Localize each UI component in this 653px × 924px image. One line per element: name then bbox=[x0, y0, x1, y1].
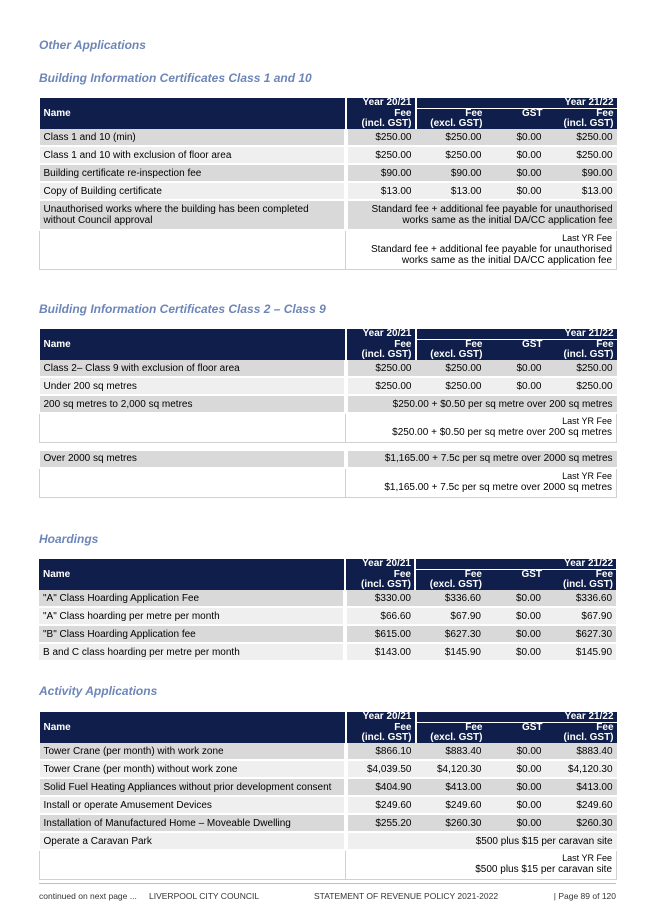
table-row bbox=[40, 796, 617, 814]
fee-excl: $883.40 bbox=[416, 743, 486, 760]
gst: $0.00 bbox=[486, 146, 546, 164]
fee-incl: $250.00 bbox=[546, 129, 617, 146]
column-header-gst: GST bbox=[486, 340, 546, 361]
row-name: Install or operate Amusement Devices bbox=[40, 796, 346, 814]
column-header-fee: Fee bbox=[546, 723, 617, 734]
row-name: Under 200 sq metres bbox=[40, 377, 346, 395]
gst: $0.00 bbox=[486, 129, 546, 146]
table-row bbox=[40, 743, 617, 760]
table-row bbox=[40, 778, 617, 796]
table-row bbox=[39, 643, 616, 661]
fee-excl: $250.00 bbox=[416, 129, 486, 146]
fee-incl: $883.40 bbox=[546, 743, 617, 760]
footer-council: LIVERPOOL CITY COUNCIL bbox=[149, 891, 260, 901]
row-name: B and C class hoarding per metre per month bbox=[39, 643, 345, 661]
last-year-spacer bbox=[40, 413, 346, 443]
table-row bbox=[40, 814, 617, 832]
row-name: Over 2000 sq metres bbox=[40, 451, 346, 468]
fee-prev: $250.00 bbox=[346, 377, 416, 395]
column-header-incl-gst: (incl. GST) bbox=[545, 580, 616, 590]
fee-incl: $4,120.30 bbox=[546, 760, 617, 778]
row-name: Unauthorised works where the building has been completed without Council approval bbox=[40, 200, 346, 230]
fee-incl: $67.90 bbox=[545, 607, 616, 625]
row-name: Building certificate re-inspection fee bbox=[40, 164, 346, 182]
table-row bbox=[40, 451, 617, 468]
row-name: "B" Class Hoarding Application fee bbox=[39, 625, 345, 643]
gst: $0.00 bbox=[486, 164, 546, 182]
table-row bbox=[40, 129, 617, 146]
column-header-year-2122: Year 21/22 bbox=[416, 98, 617, 109]
fee-excl: $67.90 bbox=[415, 607, 485, 625]
fee-excl: $250.00 bbox=[416, 377, 486, 395]
gst: $0.00 bbox=[486, 182, 546, 200]
column-header-fee: Fee bbox=[416, 723, 486, 734]
column-header-fee: Fee bbox=[546, 109, 617, 120]
fee-excl: $413.00 bbox=[416, 778, 486, 796]
gst: $0.00 bbox=[486, 377, 546, 395]
gst: $0.00 bbox=[486, 778, 546, 796]
fee-excl: $13.00 bbox=[416, 182, 486, 200]
last-year-label: Last YR Fee bbox=[562, 470, 613, 481]
row-name: Copy of Building certificate bbox=[40, 182, 346, 200]
fee-description: $500 plus $15 per caravan site bbox=[346, 832, 617, 850]
last-year-cell bbox=[346, 850, 617, 880]
table-row bbox=[40, 182, 617, 200]
fee-prev: $66.60 bbox=[345, 607, 415, 625]
fee-excl: $250.00 bbox=[416, 146, 486, 164]
last-year-cell bbox=[346, 230, 617, 270]
fee-excl: $90.00 bbox=[416, 164, 486, 182]
fee-incl: $627.30 bbox=[545, 625, 616, 643]
fee-excl: $249.60 bbox=[416, 796, 486, 814]
row-name: Class 1 and 10 with exclusion of floor area bbox=[40, 146, 346, 164]
fee-incl: $13.00 bbox=[546, 182, 617, 200]
fee-description: $250.00 + $0.50 per sq metre over 200 sq metres bbox=[346, 395, 617, 413]
fee-prev: $143.00 bbox=[345, 643, 415, 661]
gst: $0.00 bbox=[485, 643, 545, 661]
fee-table-hoardings bbox=[39, 559, 616, 662]
last-year-cell bbox=[346, 468, 617, 498]
column-header-fee: Fee bbox=[346, 109, 416, 120]
table-row bbox=[40, 360, 617, 377]
column-header-year-2021: Year 20/21 bbox=[346, 329, 416, 340]
fee-prev: $255.20 bbox=[346, 814, 416, 832]
fee-incl: $250.00 bbox=[546, 146, 617, 164]
table-row bbox=[39, 625, 616, 643]
table-row bbox=[39, 607, 616, 625]
column-header-year-2021: Year 20/21 bbox=[345, 559, 415, 570]
fee-table-bic-class-2-9 bbox=[39, 329, 617, 498]
fee-incl: $250.00 bbox=[546, 377, 617, 395]
row-name: "A" Class hoarding per metre per month bbox=[39, 607, 345, 625]
row-name: Class 2– Class 9 with exclusion of floor area bbox=[40, 360, 346, 377]
fee-table-bic-class-1-10 bbox=[39, 98, 617, 270]
gst: $0.00 bbox=[486, 360, 546, 377]
fee-excl: $145.90 bbox=[415, 643, 485, 661]
last-year-spacer bbox=[40, 850, 346, 880]
column-header-year-2122: Year 21/22 bbox=[416, 712, 617, 723]
fee-excl: $4,120.30 bbox=[416, 760, 486, 778]
last-year-row bbox=[40, 850, 617, 880]
fee-excl: $627.30 bbox=[415, 625, 485, 643]
column-header-fee: Fee bbox=[545, 570, 616, 581]
column-header-incl-gst: (incl. GST) bbox=[346, 119, 416, 129]
last-year-fee: $1,165.00 + 7.5c per sq metre over 2000 sq metres bbox=[384, 481, 613, 493]
column-header-year-2021: Year 20/21 bbox=[346, 712, 416, 723]
gst: $0.00 bbox=[485, 625, 545, 643]
table-row bbox=[40, 200, 617, 230]
footer-continued: continued on next page ... bbox=[39, 891, 137, 901]
table-row bbox=[40, 760, 617, 778]
table-row bbox=[40, 395, 617, 413]
column-header-incl-gst: (incl. GST) bbox=[345, 580, 415, 590]
column-header-excl-gst: (excl. GST) bbox=[416, 733, 486, 743]
last-year-fee: Standard fee + additional fee payable for unauthorised works same as the initial DA/CC application fee bbox=[371, 244, 613, 266]
column-header-name: Name bbox=[40, 98, 346, 129]
column-header-name: Name bbox=[40, 329, 346, 360]
column-header-incl-gst: (incl. GST) bbox=[546, 119, 617, 129]
row-name: Tower Crane (per month) without work zone bbox=[40, 760, 346, 778]
fee-prev: $330.00 bbox=[345, 590, 415, 607]
last-year-row bbox=[40, 468, 617, 498]
section-title-bic-class-1-10: Building Information Certificates Class 1 and 10 bbox=[39, 71, 312, 85]
column-header-fee: Fee bbox=[345, 570, 415, 581]
column-header-fee: Fee bbox=[415, 570, 485, 581]
fee-prev: $249.60 bbox=[346, 796, 416, 814]
column-header-fee: Fee bbox=[546, 340, 617, 351]
column-header-fee: Fee bbox=[346, 340, 416, 351]
gst: $0.00 bbox=[486, 760, 546, 778]
column-header-incl-gst: (incl. GST) bbox=[546, 733, 617, 743]
last-year-spacer bbox=[40, 230, 346, 270]
column-header-gst: GST bbox=[485, 570, 545, 591]
column-header-year-2021: Year 20/21 bbox=[346, 98, 416, 109]
fee-incl: $249.60 bbox=[546, 796, 617, 814]
row-name: 200 sq metres to 2,000 sq metres bbox=[40, 395, 346, 413]
row-name: Solid Fuel Heating Appliances without prior development consent bbox=[40, 778, 346, 796]
fee-prev: $404.90 bbox=[346, 778, 416, 796]
column-header-fee: Fee bbox=[416, 109, 486, 120]
column-header-excl-gst: (excl. GST) bbox=[415, 580, 485, 590]
section-title-other-applications: Other Applications bbox=[39, 38, 146, 52]
row-name: Tower Crane (per month) with work zone bbox=[40, 743, 346, 760]
column-header-incl-gst: (incl. GST) bbox=[546, 350, 617, 360]
gst: $0.00 bbox=[486, 814, 546, 832]
fee-prev: $250.00 bbox=[346, 146, 416, 164]
fee-prev: $250.00 bbox=[346, 129, 416, 146]
fee-excl: $250.00 bbox=[416, 360, 486, 377]
row-name: "A" Class Hoarding Application Fee bbox=[39, 590, 345, 607]
column-header-name: Name bbox=[40, 712, 346, 743]
row-name: Installation of Manufactured Home – Moveable Dwelling bbox=[40, 814, 346, 832]
last-year-fee: $500 plus $15 per caravan site bbox=[475, 864, 613, 875]
column-header-excl-gst: (excl. GST) bbox=[416, 350, 486, 360]
table-row bbox=[40, 832, 617, 850]
fee-description: Standard fee + additional fee payable for unauthorised works same as the initial DA/CC application fee bbox=[346, 200, 617, 230]
last-year-label: Last YR Fee bbox=[562, 416, 613, 426]
last-year-row bbox=[40, 413, 617, 443]
gst: $0.00 bbox=[486, 743, 546, 760]
footer-divider bbox=[39, 883, 616, 884]
fee-incl: $250.00 bbox=[546, 360, 617, 377]
footer-page-number: | Page 89 of 120 bbox=[553, 891, 616, 901]
fee-prev: $90.00 bbox=[346, 164, 416, 182]
last-year-label: Last YR Fee bbox=[562, 853, 613, 863]
column-header-incl-gst: (incl. GST) bbox=[346, 350, 416, 360]
column-header-gst: GST bbox=[486, 109, 546, 130]
gst: $0.00 bbox=[486, 796, 546, 814]
fee-prev: $13.00 bbox=[346, 182, 416, 200]
fee-excl: $336.60 bbox=[415, 590, 485, 607]
section-title-hoardings: Hoardings bbox=[39, 532, 99, 546]
fee-incl: $260.30 bbox=[546, 814, 617, 832]
column-header-fee: Fee bbox=[346, 723, 416, 734]
column-header-name: Name bbox=[39, 559, 345, 590]
fee-prev: $866.10 bbox=[346, 743, 416, 760]
row-name: Class 1 and 10 (min) bbox=[40, 129, 346, 146]
column-header-excl-gst: (excl. GST) bbox=[416, 119, 486, 129]
fee-prev: $4,039.50 bbox=[346, 760, 416, 778]
column-header-gst: GST bbox=[486, 723, 546, 744]
section-title-activity-applications: Activity Applications bbox=[39, 684, 158, 698]
fee-table-activity-applications bbox=[39, 712, 617, 880]
table-row bbox=[40, 164, 617, 182]
footer-statement: STATEMENT OF REVENUE POLICY 2021-2022 bbox=[314, 891, 499, 901]
column-header-year-2122: Year 21/22 bbox=[416, 329, 617, 340]
last-year-spacer bbox=[40, 468, 346, 498]
column-header-incl-gst: (incl. GST) bbox=[346, 733, 416, 743]
last-year-label: Last YR Fee bbox=[562, 233, 613, 243]
last-year-row bbox=[40, 230, 617, 270]
table-row bbox=[39, 590, 616, 607]
gst: $0.00 bbox=[485, 590, 545, 607]
fee-incl: $145.90 bbox=[545, 643, 616, 661]
fee-excl: $260.30 bbox=[416, 814, 486, 832]
fee-incl: $90.00 bbox=[546, 164, 617, 182]
gst: $0.00 bbox=[485, 607, 545, 625]
fee-prev: $250.00 bbox=[346, 360, 416, 377]
column-header-year-2122: Year 21/22 bbox=[415, 559, 616, 570]
fee-prev: $615.00 bbox=[345, 625, 415, 643]
fee-description: $1,165.00 + 7.5c per sq metre over 2000 sq metres bbox=[346, 451, 617, 468]
last-year-fee: $250.00 + $0.50 per sq metre over 200 sq metres bbox=[392, 427, 613, 438]
last-year-cell bbox=[346, 413, 617, 443]
fee-incl: $413.00 bbox=[546, 778, 617, 796]
section-title-bic-class-2-9: Building Information Certificates Class 2 – Class 9 bbox=[39, 302, 326, 316]
table-row bbox=[40, 377, 617, 395]
column-header-fee: Fee bbox=[416, 340, 486, 351]
row-name: Operate a Caravan Park bbox=[40, 832, 346, 850]
fee-incl: $336.60 bbox=[545, 590, 616, 607]
table-row bbox=[40, 146, 617, 164]
